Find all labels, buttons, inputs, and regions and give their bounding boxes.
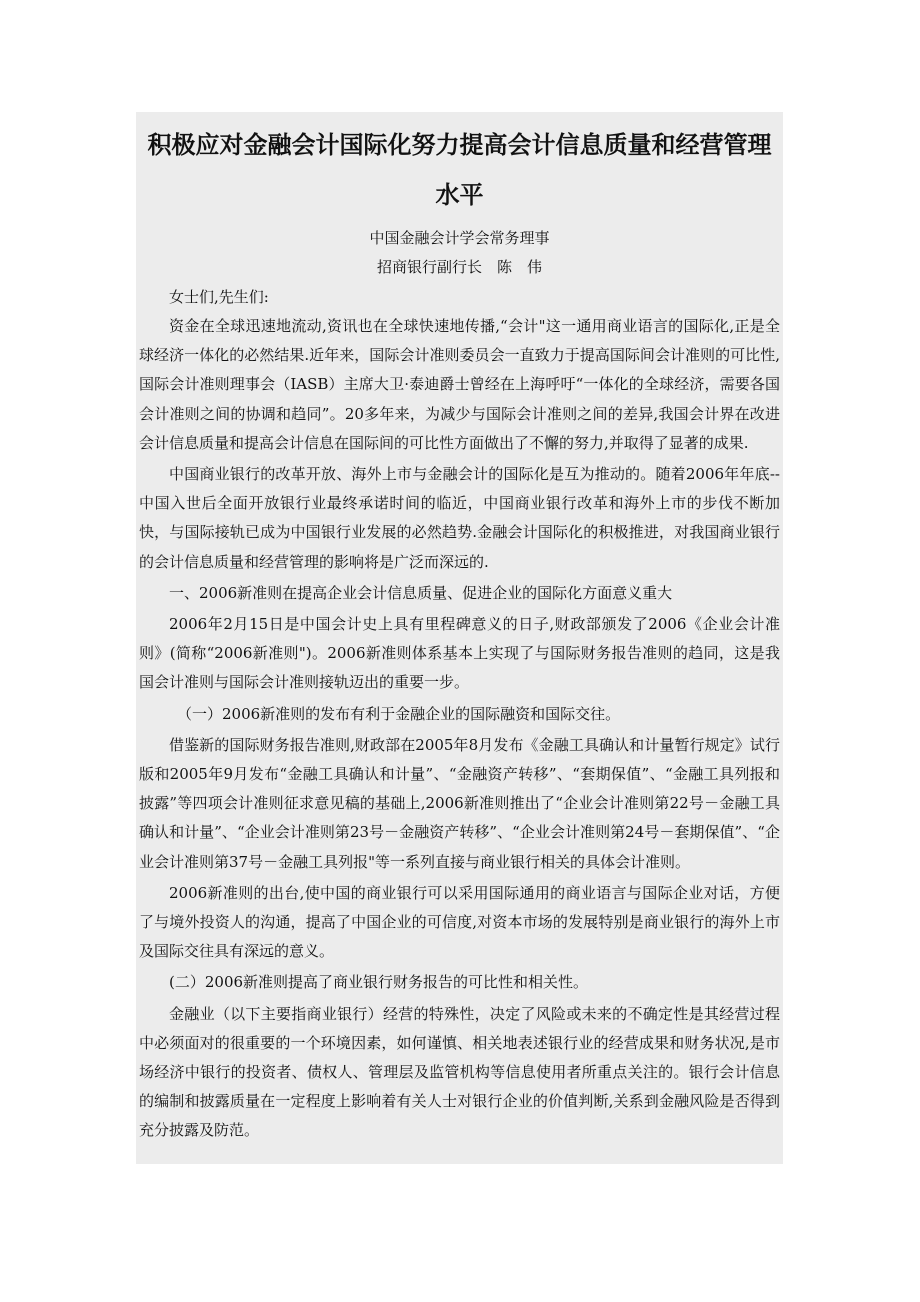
subsection-2-paragraph: 金融业（以下主要指商业银行）经营的特殊性，决定了风险或未来的不确定性是其经营过程中必须面对的很重要的一个环境因素，如何谨慎、相关地表述银行业的经营成果和财务状况,是市场经济中银行的投资者、债权人、管理层及监管机构等信息使用者所重点关注的。银行会计信息的编制和披露质量在一定程度上影响着有关人士对银行企业的价值判断,关系到金融风险是否得到充分披露及防范。 [139,1004,780,1140]
paragraph-intro-2: 中国商业银行的改革开放、海外上市与金融会计的国际化是互为推动的。随着2006年年底--中国入世后全面开放银行业最终承诺时间的临近，中国商业银行改革和海外上市的步伐不断加快，与国际接轨已成为中国银行业发展的必然趋势.金融会计国际化的积极推进，对我国商业银行的会计信息质量和经营管理的影响将是广泛而深远的. [139,465,780,571]
document-page [136,112,783,1164]
subsection-1-paragraph-1: 借鉴新的国际财务报告准则,财政部在2005年8月发布《金融工具确认和计量暂行规定》试行版和2005年9月发布“金融工具确认和计量”、“金融资产转移”、“套期保值”、“金融工具列报和披露”等四项会计准则征求意见稿的基础上,2006新准则推出了“企业会计准则第22号－金融工具确认和计量”、“企业会计准则第23号－金融资产转移”、“企业会计准则第24号－套期保值”、“企业会计准则第37号－金融工具列报"等一系列直接与商业银行相关的具体会计准则。 [139,735,780,871]
subsection-1-paragraph-2: 2006新准则的出台,使中国的商业银行可以采用国际通用的商业语言与国际企业对话，方便了与境外投资人的沟通，提高了中国企业的可信度,对资本市场的发展特别是商业银行的海外上市及国际交往具有深远的意义。 [139,883,780,961]
author-organization: 中国金融会计学会常务理事 [369,229,550,247]
subsection-2-heading: (二）2006新准则提高了商业银行财务报告的可比性和相关性。 [169,973,589,992]
salutation: 女士们,先生们: [169,288,269,306]
author-name: 招商银行副行长 陈 伟 [376,258,542,276]
section-1-heading: 一、2006新准则在提高企业会计信息质量、促进企业的国际化方面意义重大 [169,583,673,602]
document-title: 积极应对金融会计国际化努力提高会计信息质量和经营管理水平 [147,131,772,209]
subsection-1-heading: （一）2006新准则的发布有利于金融企业的国际融资和国际交往。 [177,704,621,723]
paragraph-intro-1: 资金在全球迅速地流动,资讯也在全球快速地传播,“会计"这一通用商业语言的国际化,正是全球经济一体化的必然结果.近年来，国际会计准则委员会一直致力于提高国际间会计准则的可比性,国际会计准则理事会（IASB）主席大卫·泰迪爵士曾经在上海呼吁“一体化的全球经济，需要各国会计准则之间的协调和趋同”。20多年来，为减少与国际会计准则之间的差异,我国会计界在改进会计信息质量和提高会计信息在国际间的可比性方面做出了不懈的努力,并取得了显著的成果. [139,317,780,452]
section-1-paragraph: 2006年2月15日是中国会计史上具有里程碑意义的日子,财政部颁发了2006《企业会计准则》(简称“2006新准则")。2006新准则体系基本上实现了与国际财务报告准则的趋同，这是我国会计准则与国际会计准则接轨迈出的重要一步。 [139,615,780,692]
